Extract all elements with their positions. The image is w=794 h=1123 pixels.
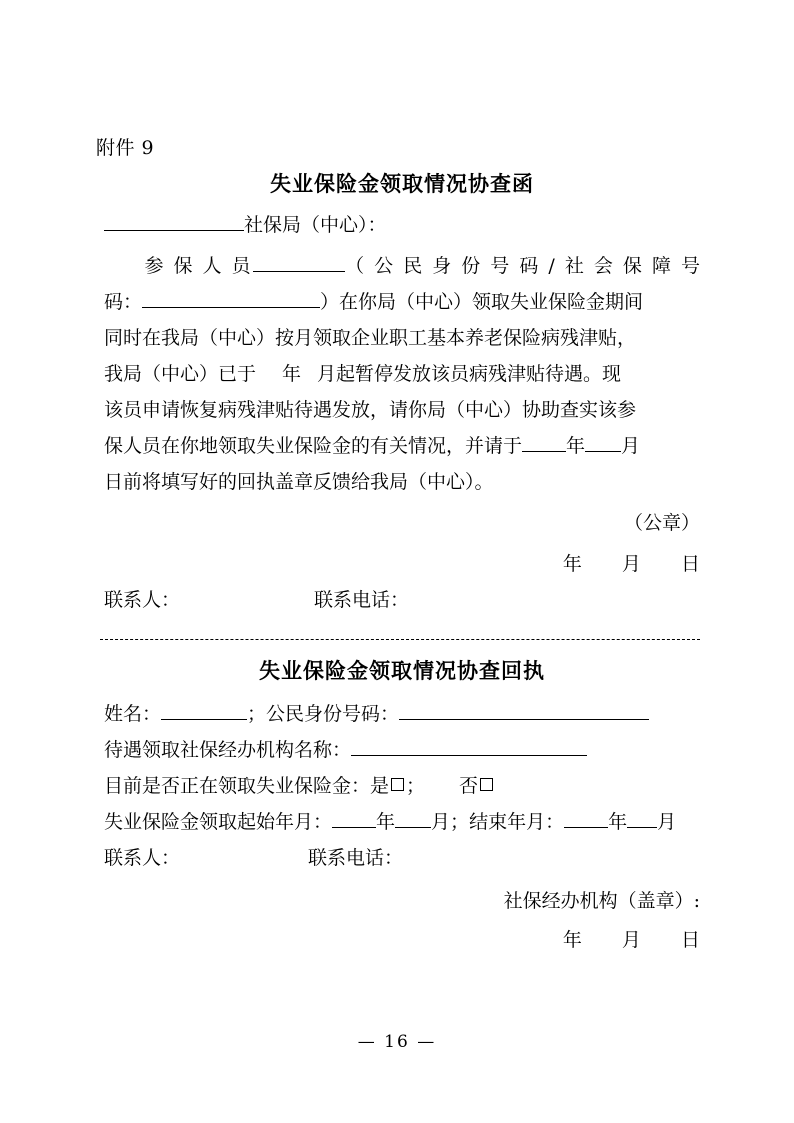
receipt-title: 失业保险金领取情况协查回执	[259, 659, 545, 683]
body-line-4-suffix: 月起暂停发放该员病残津贴待遇。现	[317, 363, 622, 385]
receipt-contact-row	[104, 840, 704, 876]
letter-body	[104, 248, 702, 500]
page-footer: — 16 —	[357, 1032, 437, 1052]
body-line-4-prefix: 我局（中心）已于	[104, 363, 257, 385]
receipt-date-year: 年	[562, 929, 582, 951]
letter-date-month: 月	[621, 553, 641, 575]
body-line-6	[104, 428, 702, 464]
body-line-7-text: 日前将填写好的回执盖章反馈给我局（中心）。	[104, 471, 494, 493]
body-line-3-text: 同时在我局（中心）按月领取企业职工基本养老保险病残津贴，	[104, 327, 637, 349]
receipt-start-month-input[interactable]	[395, 808, 431, 828]
receipt-date-day: 日	[680, 929, 700, 951]
letter-date-day: 日	[680, 553, 700, 575]
body-line-4	[104, 356, 702, 392]
receipt-name-label: 姓名：	[104, 703, 162, 725]
body-line-3	[104, 320, 702, 356]
receipt-id-input[interactable]	[399, 700, 649, 720]
deadline-month-blank[interactable]	[585, 432, 621, 452]
letter-title: 失业保险金领取情况协查函	[270, 172, 534, 196]
receipt-status-yes-label: 是	[370, 775, 390, 797]
receipt-contact-person-label: 联系人：	[104, 847, 181, 869]
official-seal-label: （公章）	[623, 512, 700, 534]
receipt-form	[104, 696, 704, 876]
recipient-blank-field[interactable]	[104, 211, 244, 231]
receipt-agency-input[interactable]	[351, 736, 587, 756]
body-line-1-suffix: （ 公 民 身 份 号 码 / 社 会 保 障 号	[345, 255, 702, 277]
body-line-2-prefix: 码：	[104, 291, 143, 313]
section-divider	[100, 639, 700, 640]
body-line-6-prefix: 保人员在你地领取失业保险金的有关情况，并请于	[104, 435, 523, 457]
deadline-year-blank[interactable]	[522, 432, 566, 452]
receipt-agency-label: 待遇领取社保经办机构名称：	[104, 739, 352, 761]
receipt-date-month: 月	[621, 929, 641, 951]
body-line-4-year: 年	[282, 363, 302, 385]
receipt-status-yes-checkbox[interactable]	[391, 778, 404, 791]
receipt-period-separator: ；	[450, 811, 470, 833]
letter-date-year: 年	[562, 553, 582, 575]
insured-person-blank[interactable]	[253, 252, 346, 272]
receipt-status-no-label: 否	[459, 775, 479, 797]
receipt-period-label: 失业保险金领取起始年月：	[104, 811, 333, 833]
body-line-2	[104, 284, 702, 320]
receipt-status-label: 目前是否正在领取失业保险金：	[104, 775, 371, 797]
attachment-label: 附件 9	[96, 137, 155, 159]
body-line-6-year: 年	[566, 435, 586, 457]
receipt-seal-label: 社保经办机构（盖章）:	[503, 890, 700, 912]
receipt-start-month-unit: 月	[431, 811, 451, 833]
body-line-1-prefix: 参 保 人 员	[144, 255, 253, 277]
body-line-1	[104, 248, 702, 284]
receipt-period-row	[104, 804, 704, 840]
letter-contact-phone-label: 联系电话：	[314, 589, 410, 611]
receipt-start-year-unit: 年	[376, 811, 396, 833]
receipt-name-separator: ；	[247, 703, 267, 725]
body-line-2-suffix: ）在你局（中心）领取失业保险金期间	[320, 291, 644, 313]
receipt-date-line	[0, 925, 776, 952]
receipt-end-month-input[interactable]	[627, 808, 657, 828]
receipt-name-input[interactable]	[161, 700, 247, 720]
body-line-7	[104, 464, 702, 500]
receipt-end-label: 结束年月：	[469, 811, 565, 833]
letter-contact-row	[104, 585, 409, 612]
receipt-end-month-unit: 月	[657, 811, 677, 833]
letter-date-line	[0, 549, 700, 576]
receipt-id-label: 公民身份号码：	[266, 703, 400, 725]
receipt-status-row	[104, 768, 704, 804]
receipt-status-no-checkbox[interactable]	[480, 778, 493, 791]
receipt-end-year-unit: 年	[608, 811, 628, 833]
recipient-line	[104, 210, 387, 237]
receipt-contact-phone-label: 联系电话：	[308, 847, 404, 869]
letter-contact-person-label: 联系人：	[104, 589, 181, 611]
body-line-6-month: 月	[621, 435, 641, 457]
body-line-5	[104, 392, 702, 428]
body-line-5-text: 该员申请恢复病残津贴待遇发放，请你局（中心）协助查实该参	[104, 399, 637, 421]
recipient-label: 社保局（中心）：	[244, 214, 387, 236]
receipt-start-year-input[interactable]	[332, 808, 376, 828]
receipt-agency-row	[104, 732, 704, 768]
receipt-name-row	[104, 696, 704, 732]
id-number-blank[interactable]	[142, 288, 320, 308]
receipt-status-separator: ；	[406, 775, 426, 797]
receipt-end-year-input[interactable]	[564, 808, 608, 828]
